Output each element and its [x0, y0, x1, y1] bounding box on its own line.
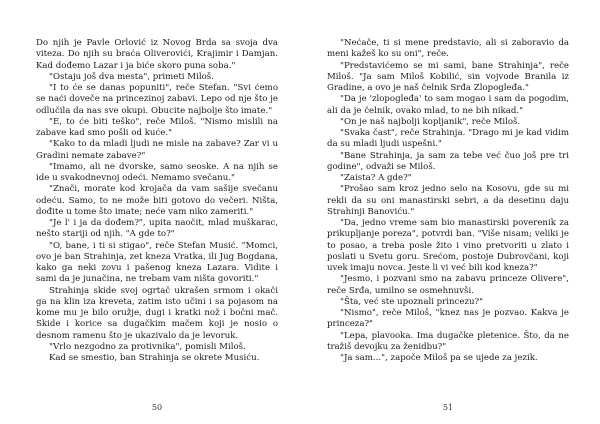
paragraph: "Da je 'zlopogleđa' to sam mogao i sam da pogodim, ali da je čelnik, ovako mlad, to ne bih nikad."	[327, 94, 569, 116]
paragraph: "On je naš najbolji kopljanik", reče Miloš.	[340, 116, 521, 127]
paragraph: "Lepa, plavooka. Ima dugačke pletenice. Što, da ne tražiš devojku za ženidbu?"	[327, 330, 569, 352]
page-number-right: 51	[442, 403, 454, 412]
paragraph: "Je l' i ja da dođem?", upita naočit, mlad muškarac, nešto stariji od njih. "A gde to?"	[36, 218, 278, 240]
paragraph: "Vrlo nezgodno za protivnika", pomisli Miloš.	[49, 341, 246, 352]
paragraph: "Da, jedno vreme sam bio manastirski poverenik za prikupljanje poreza", potvrdi ban. "Više nisam; veliki je to posao, a treba posle žito i vino pretvoriti u zlato i poslati u Svetu goru. Srećom, postoje Dubrovčani, koji uvek imaju novca. Jeste li vi već bili kod kneza?"	[327, 218, 569, 273]
right-page	[300, 0, 600, 424]
page-number-left: 50	[151, 403, 163, 412]
paragraph: "Kako to da mladi ljudi ne misle na zabave? Zar vi u Gradini nemate zabave?"	[36, 139, 278, 161]
paragraph: "Ja sam...", započe Miloš pa se ujede za jezik.	[340, 353, 538, 363]
paragraph: "O, bane, i ti si stigao", reče Stefan Musić. "Momci, ovo je ban Strahinja, zet kneza Vratka, ili Jug Bogdana, kako ga neki zovu i pašenog kneza Lazara. Vidite i sami da je junačina, ne trebam vam ništa govoriti."	[36, 240, 278, 285]
paragraph: "Nismo", reče Miloš, "knez nas je pozvao. Kakva je princeza?"	[327, 308, 569, 330]
paragraph: "Jesmo, i pozvani smo na zabavu princeze Olivere", reče Srđa, umilno se osmehnuvši.	[327, 274, 569, 296]
paragraph: "Znači, morate kod krojača da vam sašije svečanu odeću. Samo, to ne može biti gotovo do večeri. Ništa, dođite u tome što imate; neće vam niko zameriti."	[36, 184, 278, 217]
left-page-text	[36, 38, 278, 364]
paragraph: "E, to će biti teško", reče Miloš. "Nismo mislili na zabave kad smo pošli od kuće."	[36, 116, 278, 138]
paragraph: Strahinja skide svoj ogrtač ukrašen srmom i okači ga na klin iza kreveta, zatim isto učini i sa pojasom na kome mu je bilo oružje, dugi i kratki nož i bočni mač. Skide i korice sa dugačkim mačem koji je nosio o desnom ramenu što je ukazivalo da je levoruk.	[36, 285, 278, 341]
paragraph: "Bane Strahinja, ja sam za tebe već čuo još pre tri godine", odvaži se Miloš.	[327, 150, 569, 172]
paragraph: "Nećače, ti si mene predstavio, ali si zaboravio da meni kažeš ko su oni", reče.	[327, 38, 569, 60]
paragraph: "Ostaju još dva mesta", primeti Miloš.	[49, 71, 214, 82]
paragraph: Do njih je Pavle Orlović iz Novog Brda sa svoja dva viteza. Do njih su braća Oliverovići, Krajimir i Damjan. Kad dođemo Lazar i ja biće skoro puna soba."	[36, 38, 278, 71]
paragraph: "Zaista? A gde?"	[340, 173, 412, 183]
paragraph: "Šta, već ste upoznali princezu?"	[340, 296, 484, 307]
paragraph: "Imamo, ali ne dvorske, samo seoske. A na njih se ide u svakodnevnoj odeći. Nemamo svečanu."	[36, 161, 278, 183]
paragraph: Kad se smestio, ban Strahinja se okrete Musiću.	[49, 353, 260, 363]
paragraph: "Prošao sam kroz jedno selo na Kosovu, gde su mi rekli da su oni manastirski sebri, a da desetinu daju Strahinji Banoviću."	[327, 184, 569, 217]
right-page-text	[327, 38, 569, 364]
paragraph: "Svaka čast", reče Strahinja. "Drago mi je kad vidim da su mladi ljudi uspešni."	[327, 128, 569, 150]
paragraph: "I to će se danas popuniti", reče Stefan. "Svi ćemo se naći dovеče na princezinoj zabavi. Lepo od nje što je odlučila da nas sve okupi. Obucite najbolje što imate."	[36, 83, 278, 116]
paragraph: "Predstavićemo se mi sami, bane Strahinja", reče Miloš. "Ja sam Miloš Kobilić, sin vojvode Branila iz Gradine, a ovo je naš čelnik Srđa Zlopogleđa."	[327, 60, 569, 93]
